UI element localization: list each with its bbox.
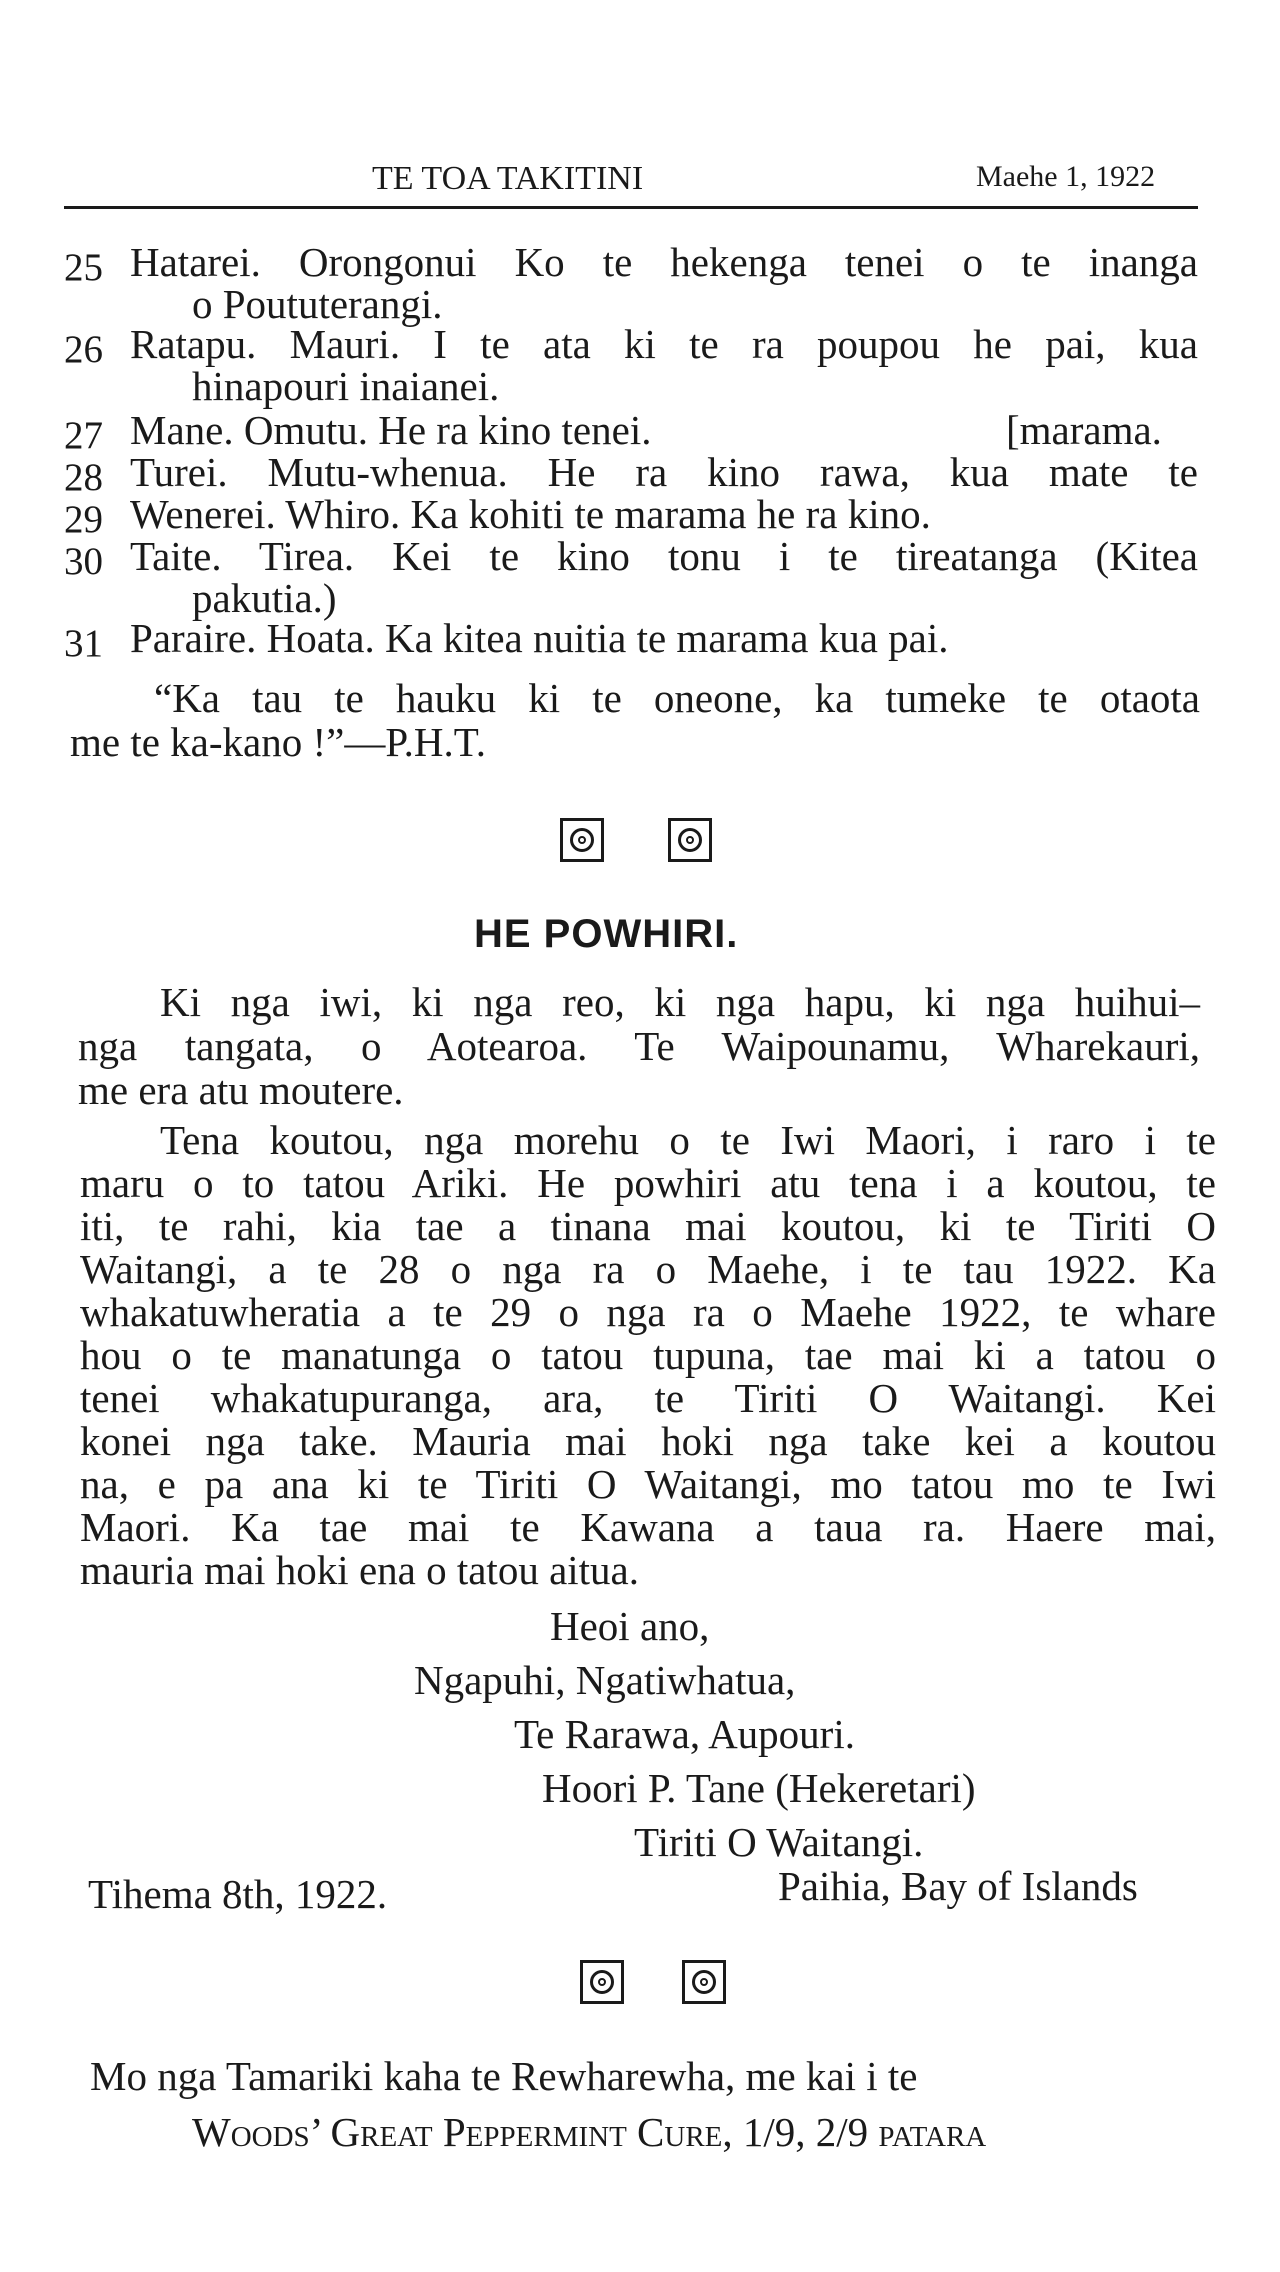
calendar-entry-cont: hinapouri inaianei.	[192, 363, 500, 409]
calendar-entry: Paraire. Hoata. Ka kitea nuitia te marama kua pai.	[130, 615, 949, 661]
spiral-ornament-icon	[682, 1960, 726, 2004]
calendar-entry: Hatarei. Orongonui Ko te hekenga tenei o te inanga	[130, 239, 1198, 285]
notice-date: Tihema 8th, 1922.	[88, 1871, 388, 1917]
notice-paragraph-line: maru o to tatou Ariki. He powhiri atu tena i a koutou, te	[80, 1160, 1216, 1206]
calendar-entry: Ratapu. Mauri. I te ata ki te ra poupou he pai, kua	[130, 321, 1198, 367]
calendar-day-number: 29	[64, 498, 103, 541]
calendar-entry-cont: o Poututerangi.	[192, 281, 443, 327]
notice-paragraph-line: mauria mai hoki ena o tatou aitua.	[80, 1547, 640, 1593]
notice-paragraph-line: me era atu moutere.	[78, 1067, 404, 1113]
notice-paragraph-line: nga tangata, o Aotearoa. Te Waipounamu, Wharekauri,	[78, 1023, 1200, 1069]
signatory-line: Hoori P. Tane (Hekeretari)	[542, 1765, 976, 1811]
proverb-line: “Ka tau te hauku ki te oneone, ka tumeke te otaota	[154, 675, 1200, 721]
notice-paragraph-line: hou o te manatunga o tatou tupuna, tae mai ki a tatou o	[80, 1332, 1216, 1378]
notice-place: Paihia, Bay of Islands	[778, 1863, 1138, 1909]
calendar-day-number: 30	[64, 540, 103, 583]
calendar-day-number: 28	[64, 456, 103, 499]
calendar-entry-overflow: [marama.	[1006, 407, 1162, 453]
notice-paragraph-line: Tena koutou, nga morehu o te Iwi Maori, i raro i te	[160, 1117, 1216, 1163]
proverb-line: me te ka-kano !”—P.H.T.	[70, 719, 486, 765]
advert-line: Woods’ Great Peppermint Cure, 1/9, 2/9 patara	[192, 2109, 987, 2155]
signatory-line: Ngapuhi, Ngatiwhatua,	[414, 1657, 796, 1703]
notice-paragraph-line: tenei whakatupuranga, ara, te Tiriti O Waitangi. Kei	[80, 1375, 1216, 1421]
notice-paragraph-line: konei nga take. Mauria mai hoki nga take kei a koutou	[80, 1418, 1216, 1464]
notice-paragraph-line: Ki nga iwi, ki nga reo, ki nga hapu, ki nga huihui–	[160, 979, 1200, 1025]
notice-paragraph-line: whakatuwheratia a te 29 o nga ra o Maehe 1922, te whare	[80, 1289, 1216, 1335]
spiral-ornament-icon	[560, 818, 604, 862]
calendar-entry-cont: pakutia.)	[192, 575, 337, 621]
calendar-day-number: 31	[64, 622, 103, 665]
signatory-line: Te Rarawa, Aupouri.	[514, 1711, 855, 1757]
calendar-entry: Turei. Mutu-whenua. He ra kino rawa, kua mate te	[130, 449, 1198, 495]
calendar-day-number: 26	[64, 328, 103, 371]
calendar-entry: Taite. Tirea. Kei te kino tonu i te tireatanga (Kitea	[130, 533, 1198, 579]
header-rule	[64, 206, 1198, 209]
notice-paragraph-line: iti, te rahi, kia tae a tinana mai koutou, ki te Tiriti O	[80, 1203, 1216, 1249]
calendar-entry: Wenerei. Whiro. Ka kohiti te marama he ra kino.	[130, 491, 931, 537]
notice-paragraph-line: Maori. Ka tae mai te Kawana a taua ra. Haere mai,	[80, 1504, 1216, 1550]
advert-line: Mo nga Tamariki kaha te Rewharewha, me kai i te	[90, 2053, 918, 2099]
calendar-entry: Mane. Omutu. He ra kino tenei.	[130, 407, 652, 453]
notice-paragraph-line: na, e pa ana ki te Tiriti O Waitangi, mo tatou mo te Iwi	[80, 1461, 1216, 1507]
notice-closing: Heoi ano,	[550, 1603, 710, 1649]
notice-heading: HE POWHIRI.	[474, 912, 739, 956]
spiral-ornament-icon	[668, 818, 712, 862]
spiral-ornament-icon	[580, 1960, 624, 2004]
running-header-title: TE TOA TAKITINI	[372, 160, 644, 197]
calendar-day-number: 25	[64, 246, 103, 289]
running-header-date: Maehe 1, 1922	[976, 160, 1156, 193]
notice-paragraph-line: Waitangi, a te 28 o nga ra o Maehe, i te tau 1922. Ka	[80, 1246, 1216, 1292]
signatory-line: Tiriti O Waitangi.	[634, 1819, 924, 1865]
calendar-day-number: 27	[64, 414, 103, 457]
